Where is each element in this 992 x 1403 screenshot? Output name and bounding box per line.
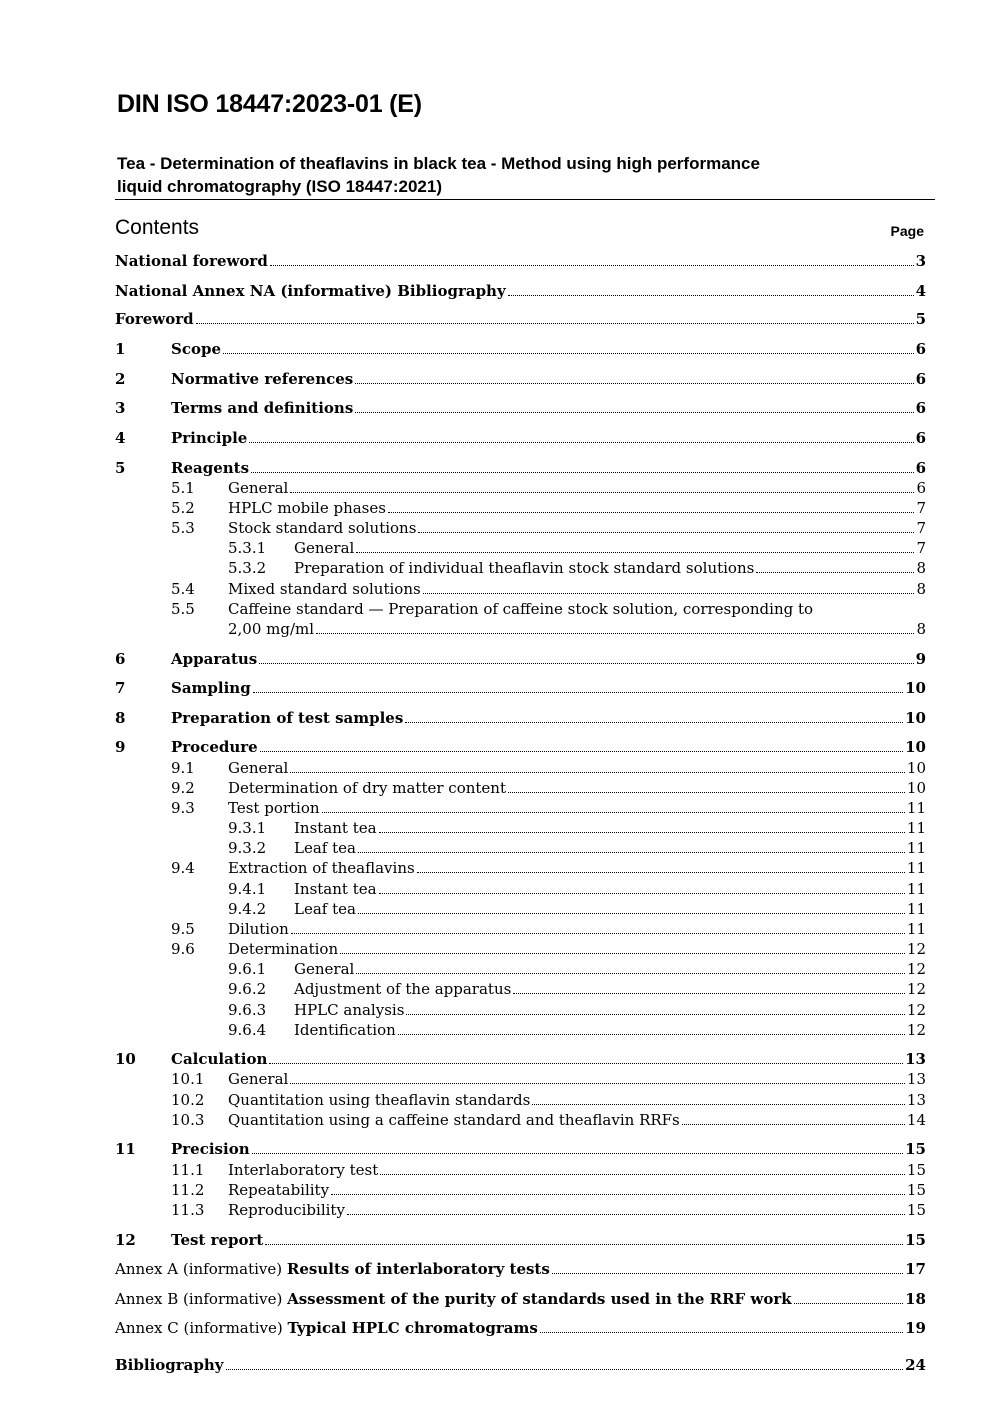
- toc-entry[interactable]: [0, 1020, 926, 1040]
- toc-entry-title: [115, 1289, 792, 1309]
- toc-entry-title: [228, 1110, 680, 1130]
- toc-entry[interactable]: [0, 498, 926, 518]
- toc-entry-page: 10: [905, 738, 926, 756]
- toc-entry-number: 9: [115, 738, 126, 756]
- toc-entry-page: 11: [906, 839, 926, 857]
- toc-entry-title-text: Sampling: [171, 679, 251, 697]
- toc-entry-page: 24: [905, 1356, 926, 1374]
- toc-entry[interactable]: [0, 458, 926, 478]
- toc-entry-title: [171, 428, 247, 448]
- dot-leader: [358, 852, 905, 853]
- toc-entry[interactable]: [0, 1180, 926, 1200]
- toc-entry-title-text: National foreword: [115, 252, 268, 270]
- toc-entry-title-text: Test portion: [228, 799, 320, 817]
- dot-leader: [398, 1034, 905, 1035]
- dot-leader: [251, 472, 914, 473]
- toc-entry-page: 6: [915, 459, 926, 477]
- toc-entry-title-text: Bibliography: [115, 1356, 224, 1374]
- toc-entry-title-text: Normative references: [171, 370, 354, 388]
- toc-entry-page: 15: [906, 1201, 926, 1219]
- toc-entry-page: 6: [915, 399, 926, 417]
- toc-entry-title: [115, 251, 268, 271]
- toc-entry-title-text: Determination of dry matter content: [228, 779, 506, 797]
- toc-entry-number: 12: [115, 1231, 136, 1249]
- toc-entry-number: 5.2: [171, 499, 195, 517]
- toc-entry-page: 10: [905, 679, 926, 697]
- toc-entry-number: 5.3.1: [228, 539, 267, 557]
- toc-entry[interactable]: [0, 959, 926, 979]
- toc-entry-title: [228, 579, 421, 599]
- toc-entry-number: 8: [115, 709, 126, 727]
- document-id: DIN ISO 18447:2023-01 (E): [117, 90, 422, 118]
- toc-entry-title-text: Reproducibility: [228, 1201, 345, 1219]
- toc-entry-page: 5: [915, 310, 926, 328]
- toc-entry-title: [294, 1000, 404, 1020]
- dot-leader: [260, 751, 903, 752]
- dot-leader: [508, 295, 914, 296]
- toc-entry-number: 9.6.3: [228, 1001, 267, 1019]
- toc-entry-number: 11.2: [171, 1181, 205, 1199]
- toc-entry-title-text: Reagents: [171, 459, 250, 477]
- toc-entry-title-text: Interlaboratory test: [228, 1161, 379, 1179]
- toc-entry[interactable]: [0, 1069, 926, 1089]
- toc-entry-title: [228, 518, 416, 538]
- toc-entry[interactable]: [0, 858, 926, 878]
- toc-entry-title: [294, 838, 356, 858]
- toc-entry-number: 9.5: [171, 920, 195, 938]
- dot-leader: [347, 1214, 905, 1215]
- toc-entry-number: 10.2: [171, 1091, 205, 1109]
- toc-entry-title: [228, 498, 386, 518]
- toc-entry-title: [228, 599, 813, 619]
- toc-entry-page: 8: [916, 559, 926, 577]
- dot-leader: [552, 1273, 903, 1274]
- toc-entry-continuation[interactable]: [0, 619, 926, 639]
- toc-entry-page: 6: [915, 340, 926, 358]
- toc-entry[interactable]: [0, 518, 926, 538]
- toc-entry-title: [171, 1139, 250, 1159]
- toc-entry-page: 10: [906, 759, 926, 777]
- toc-entry-page: 11: [906, 799, 926, 817]
- toc-entry-title: [294, 538, 354, 558]
- toc-entry-title-text: General: [228, 1070, 289, 1088]
- dot-leader: [406, 1014, 905, 1015]
- toc-entry-title: [294, 1020, 396, 1040]
- toc-entry-page: 6: [916, 479, 926, 497]
- toc-entry-title-text: Leaf tea: [294, 900, 356, 918]
- toc-entry-title-text: National Annex NA (informative) Bibliography: [115, 282, 506, 300]
- toc-entry-title: [115, 1355, 224, 1375]
- dot-leader: [322, 812, 905, 813]
- toc-entry-number: 10: [115, 1050, 136, 1068]
- toc-entry[interactable]: [0, 579, 926, 599]
- toc-entry[interactable]: [0, 1139, 926, 1159]
- toc-entry-page: 12: [906, 940, 926, 958]
- dot-leader: [356, 552, 914, 553]
- toc-entry-title: [228, 1069, 288, 1089]
- toc-entry-number: 5.4: [171, 580, 195, 598]
- toc-entry-title-text: Stock standard solutions: [228, 519, 417, 537]
- toc-entry-title: [228, 858, 415, 878]
- toc-entry[interactable]: [0, 919, 926, 939]
- toc-entry-title-text: General: [228, 479, 289, 497]
- toc-entry[interactable]: [0, 678, 926, 698]
- dot-leader: [508, 792, 905, 793]
- toc-entry-number: 9.4.1: [228, 880, 267, 898]
- toc-entry-number: 5: [115, 459, 126, 477]
- toc-entry-title-text: Test report: [171, 1231, 264, 1249]
- toc-entry-title: [171, 737, 258, 757]
- toc-entry-title: [115, 309, 194, 329]
- dot-leader: [253, 692, 903, 693]
- toc-entry[interactable]: [0, 758, 926, 778]
- dot-leader: [265, 1244, 903, 1245]
- annex-prefix: Annex A (informative): [115, 1260, 287, 1278]
- toc-entry[interactable]: [0, 649, 926, 669]
- dot-leader: [355, 412, 913, 413]
- toc-entry[interactable]: [0, 979, 926, 999]
- toc-entry[interactable]: [0, 1049, 926, 1069]
- dot-leader: [355, 383, 913, 384]
- dot-leader: [290, 772, 905, 773]
- dot-leader: [223, 353, 914, 354]
- toc-entry-page: 13: [906, 1070, 926, 1088]
- toc-entry-number: 6: [115, 650, 126, 668]
- toc-entry-title-text: General: [228, 759, 289, 777]
- toc-entry-number: 5.3: [171, 519, 195, 537]
- toc-entry-page: 8: [916, 620, 926, 638]
- toc-entry-title: [171, 1049, 267, 1069]
- toc-entry[interactable]: [0, 737, 926, 757]
- toc-entry-page: 11: [906, 920, 926, 938]
- toc-entry-title-text: Terms and definitions: [171, 399, 354, 417]
- toc-entry-number: 11: [115, 1140, 136, 1158]
- toc-entry-page: 10: [906, 779, 926, 797]
- dot-leader: [418, 532, 914, 533]
- dot-leader: [252, 1153, 904, 1154]
- annex-prefix: Annex B (informative): [115, 1290, 288, 1308]
- toc-entry-page: 18: [905, 1290, 926, 1308]
- toc-entry-title: [171, 339, 221, 359]
- toc-entry[interactable]: [0, 1230, 926, 1250]
- toc-entry[interactable]: [0, 1259, 926, 1279]
- dot-leader: [196, 323, 914, 324]
- toc-entry-title: [171, 398, 353, 418]
- toc-entry-number: 9.4: [171, 859, 195, 877]
- toc-entry-title-text: Instant tea: [294, 819, 377, 837]
- dot-leader: [379, 832, 905, 833]
- toc-entry-number: 9.3.1: [228, 819, 267, 837]
- toc-entry-number: 9.6.4: [228, 1021, 267, 1039]
- toc-entry[interactable]: [0, 1160, 926, 1180]
- dot-leader: [290, 1083, 905, 1084]
- toc-entry-title-text: Preparation of individual theaflavin stock standard solutions: [294, 559, 755, 577]
- toc-entry-number: 7: [115, 679, 126, 697]
- toc-entry-title: [228, 478, 288, 498]
- toc-entry-title: [294, 959, 354, 979]
- dot-leader: [756, 572, 914, 573]
- toc-entry[interactable]: [0, 478, 926, 498]
- toc-entry[interactable]: [0, 939, 926, 959]
- toc-entry-title: [171, 649, 257, 669]
- toc-entry-page: 12: [906, 1021, 926, 1039]
- toc-entry-title-text: Instant tea: [294, 880, 377, 898]
- toc-entry-title: [228, 1180, 329, 1200]
- toc-entry-page: 11: [906, 819, 926, 837]
- toc-entry-page: 12: [906, 1001, 926, 1019]
- dot-leader: [532, 1104, 905, 1105]
- toc-entry-title: [115, 281, 506, 301]
- toc-entry-page: 4: [915, 282, 926, 300]
- toc-entry-number: 4: [115, 429, 126, 447]
- toc-entry-title-text: Apparatus: [171, 650, 258, 668]
- document-title-line-2: liquid chromatography (ISO 18447:2021): [117, 177, 442, 196]
- toc-entry-number: 1: [115, 340, 126, 358]
- dot-leader: [249, 442, 913, 443]
- toc-entry-title-text: Precision: [171, 1140, 250, 1158]
- toc-entry-title: [171, 369, 353, 389]
- toc-entry-title-text: Results of interlaboratory tests: [286, 1260, 550, 1278]
- toc-entry-page: 8: [916, 580, 926, 598]
- toc-entry-page: 14: [906, 1111, 926, 1129]
- toc-entry[interactable]: [0, 251, 926, 271]
- toc-entry-page: 11: [906, 859, 926, 877]
- toc-entry-page: 15: [905, 1140, 926, 1158]
- toc-entry-number: 9.4.2: [228, 900, 267, 918]
- toc-entry[interactable]: [0, 1000, 926, 1020]
- toc-entry-title-text: Mixed standard solutions: [228, 580, 421, 598]
- toc-entry-page: 15: [906, 1161, 926, 1179]
- toc-entry[interactable]: [0, 309, 926, 329]
- toc-entry-number: 2: [115, 370, 126, 388]
- toc-entry-title-text: Caffeine standard — Preparation of caffeine stock solution, corresponding to: [228, 600, 814, 618]
- toc-entry[interactable]: [0, 899, 926, 919]
- toc-entry-title: [228, 758, 288, 778]
- dot-leader: [682, 1124, 905, 1125]
- toc-entry-title: [171, 1230, 263, 1250]
- toc-entry-number: 9.2: [171, 779, 195, 797]
- toc-entry-title: [115, 1259, 550, 1279]
- toc-entry-title: [228, 778, 506, 798]
- dot-leader: [291, 933, 905, 934]
- toc-entry-number: 9.3.2: [228, 839, 267, 857]
- annex-prefix: Annex C (informative): [115, 1319, 288, 1337]
- toc-entry-title: [228, 1090, 530, 1110]
- toc-entry-page: 6: [915, 370, 926, 388]
- toc-entry[interactable]: [0, 369, 926, 389]
- toc-entry-page: 15: [906, 1181, 926, 1199]
- toc-entry-title-text: HPLC mobile phases: [228, 499, 386, 517]
- toc-entry-title-text: Identification: [294, 1021, 396, 1039]
- toc-entry-title: [228, 798, 320, 818]
- dot-leader: [794, 1303, 903, 1304]
- toc-entry-title-text: Determination: [228, 940, 339, 958]
- toc-entry-number: 10.3: [171, 1111, 205, 1129]
- toc-entry-page: 11: [906, 880, 926, 898]
- toc-entry-title-text: Extraction of theaflavins: [228, 859, 415, 877]
- toc-entry-number: 9.1: [171, 759, 195, 777]
- dot-leader: [356, 973, 905, 974]
- toc-entry[interactable]: [0, 1318, 926, 1338]
- dot-leader: [388, 512, 914, 513]
- toc-entry[interactable]: [0, 1200, 926, 1220]
- toc-entry-number: 9.6.1: [228, 960, 267, 978]
- toc-entry-page: 13: [905, 1050, 926, 1068]
- toc-entry-title-text: Leaf tea: [294, 839, 356, 857]
- toc-entry-title-text: Preparation of test samples: [171, 709, 404, 727]
- toc-entry-page: 6: [915, 429, 926, 447]
- contents-heading: Contents: [115, 216, 200, 239]
- toc-entry-title: [228, 1160, 378, 1180]
- dot-leader: [226, 1369, 904, 1370]
- dot-leader: [269, 1063, 903, 1064]
- toc-entry[interactable]: [0, 428, 926, 448]
- toc-entry-number: 9.3: [171, 799, 195, 817]
- toc-entry-title-text: Typical HPLC chromatograms: [287, 1319, 538, 1337]
- dot-leader: [379, 893, 905, 894]
- toc-entry-number: 10.1: [171, 1070, 205, 1088]
- toc-entry-page: 7: [916, 519, 926, 537]
- dot-leader: [513, 993, 905, 994]
- toc-entry[interactable]: [0, 879, 926, 899]
- toc-entry[interactable]: [0, 1090, 926, 1110]
- toc-entry[interactable]: [0, 558, 926, 578]
- toc-entry-title-text: Calculation: [171, 1050, 268, 1068]
- toc-entry-title: [294, 979, 511, 999]
- toc-entry-page: 13: [906, 1091, 926, 1109]
- dot-leader: [316, 633, 914, 634]
- dot-leader: [331, 1194, 905, 1195]
- dot-leader: [417, 872, 905, 873]
- toc-entry-number: 11.3: [171, 1201, 205, 1219]
- toc-entry-title-text: Adjustment of the apparatus: [294, 980, 512, 998]
- toc-entry-title-text: Foreword: [115, 310, 194, 328]
- document-title-line-1: Tea - Determination of theaflavins in black tea - Method using high performance: [117, 154, 760, 173]
- toc-entry-title: [228, 939, 338, 959]
- toc-entry-page: 3: [915, 252, 926, 270]
- dot-leader: [380, 1174, 905, 1175]
- toc-entry-page: 9: [915, 650, 926, 668]
- toc-entry[interactable]: [0, 778, 926, 798]
- toc-entry-page: 15: [905, 1231, 926, 1249]
- dot-leader: [290, 492, 914, 493]
- toc-entry[interactable]: [0, 1355, 926, 1375]
- toc-entry-title-continuation: 2,00 mg/ml: [228, 620, 315, 638]
- dot-leader: [270, 265, 914, 266]
- toc-entry-title: [171, 708, 403, 728]
- toc-entry[interactable]: [0, 1289, 926, 1309]
- toc-entry-title-text: Quantitation using a caffeine standard and theaflavin RRFs: [228, 1111, 680, 1129]
- toc-entry-title: [294, 558, 754, 578]
- toc-entry-page: 12: [906, 980, 926, 998]
- dot-leader: [259, 663, 913, 664]
- toc-entry-number: 9.6: [171, 940, 195, 958]
- toc-entry-title: [171, 678, 251, 698]
- toc-entry-title-text: Assessment of the purity of standards used in the RRF work: [287, 1290, 792, 1308]
- toc-entry-number: 3: [115, 399, 126, 417]
- toc-entry-title: [171, 458, 249, 478]
- toc-entry-page: 7: [916, 539, 926, 557]
- toc-entry-title: [228, 1200, 345, 1220]
- toc-entry-title: [228, 919, 289, 939]
- toc-entry-number: 5.3.2: [228, 559, 267, 577]
- toc-entry-number: 5.1: [171, 479, 195, 497]
- toc-entry[interactable]: [0, 818, 926, 838]
- toc-entry[interactable]: [0, 398, 926, 418]
- dot-leader: [340, 953, 905, 954]
- toc-entry-title: [294, 818, 377, 838]
- toc-entry-title-text: General: [294, 960, 355, 978]
- dot-leader: [358, 913, 905, 914]
- dot-leader: [423, 593, 915, 594]
- toc-entry[interactable]: [0, 281, 926, 301]
- toc-entry-title-text: Procedure: [171, 738, 258, 756]
- toc-entry[interactable]: [0, 599, 813, 619]
- toc-entry-title: [115, 1318, 538, 1338]
- toc-entry[interactable]: [0, 538, 926, 558]
- toc-entry-title-text: General: [294, 539, 355, 557]
- toc-entry-number: 9.6.2: [228, 980, 267, 998]
- toc-entry-title: [294, 879, 377, 899]
- toc-entry-number: 5.5: [171, 600, 195, 618]
- toc-entry-page: 7: [916, 499, 926, 517]
- toc-entry-page: 19: [905, 1319, 926, 1337]
- toc-entry[interactable]: [0, 339, 926, 359]
- toc-entry-title-text: Scope: [171, 340, 222, 358]
- toc-entry[interactable]: [0, 1110, 926, 1130]
- toc-entry-title-text: Principle: [171, 429, 248, 447]
- dot-leader: [540, 1332, 903, 1333]
- toc-entry-page: 17: [905, 1260, 926, 1278]
- toc-entry-page: 12: [906, 960, 926, 978]
- toc-entry[interactable]: [0, 798, 926, 818]
- page-column-label: Page: [890, 223, 924, 239]
- toc-entry-title-text: Repeatability: [228, 1181, 330, 1199]
- toc-entry-title: [294, 899, 356, 919]
- toc-entry[interactable]: [0, 838, 926, 858]
- toc-entry-title-text: Dilution: [228, 920, 289, 938]
- toc-entry-title-text: Quantitation using theaflavin standards: [228, 1091, 531, 1109]
- toc-entry-title-text: HPLC analysis: [294, 1001, 405, 1019]
- toc-entry-number: 11.1: [171, 1161, 205, 1179]
- toc-entry-page: 10: [905, 709, 926, 727]
- toc-entry[interactable]: [0, 708, 926, 728]
- dot-leader: [405, 722, 903, 723]
- toc-entry-page: 11: [906, 900, 926, 918]
